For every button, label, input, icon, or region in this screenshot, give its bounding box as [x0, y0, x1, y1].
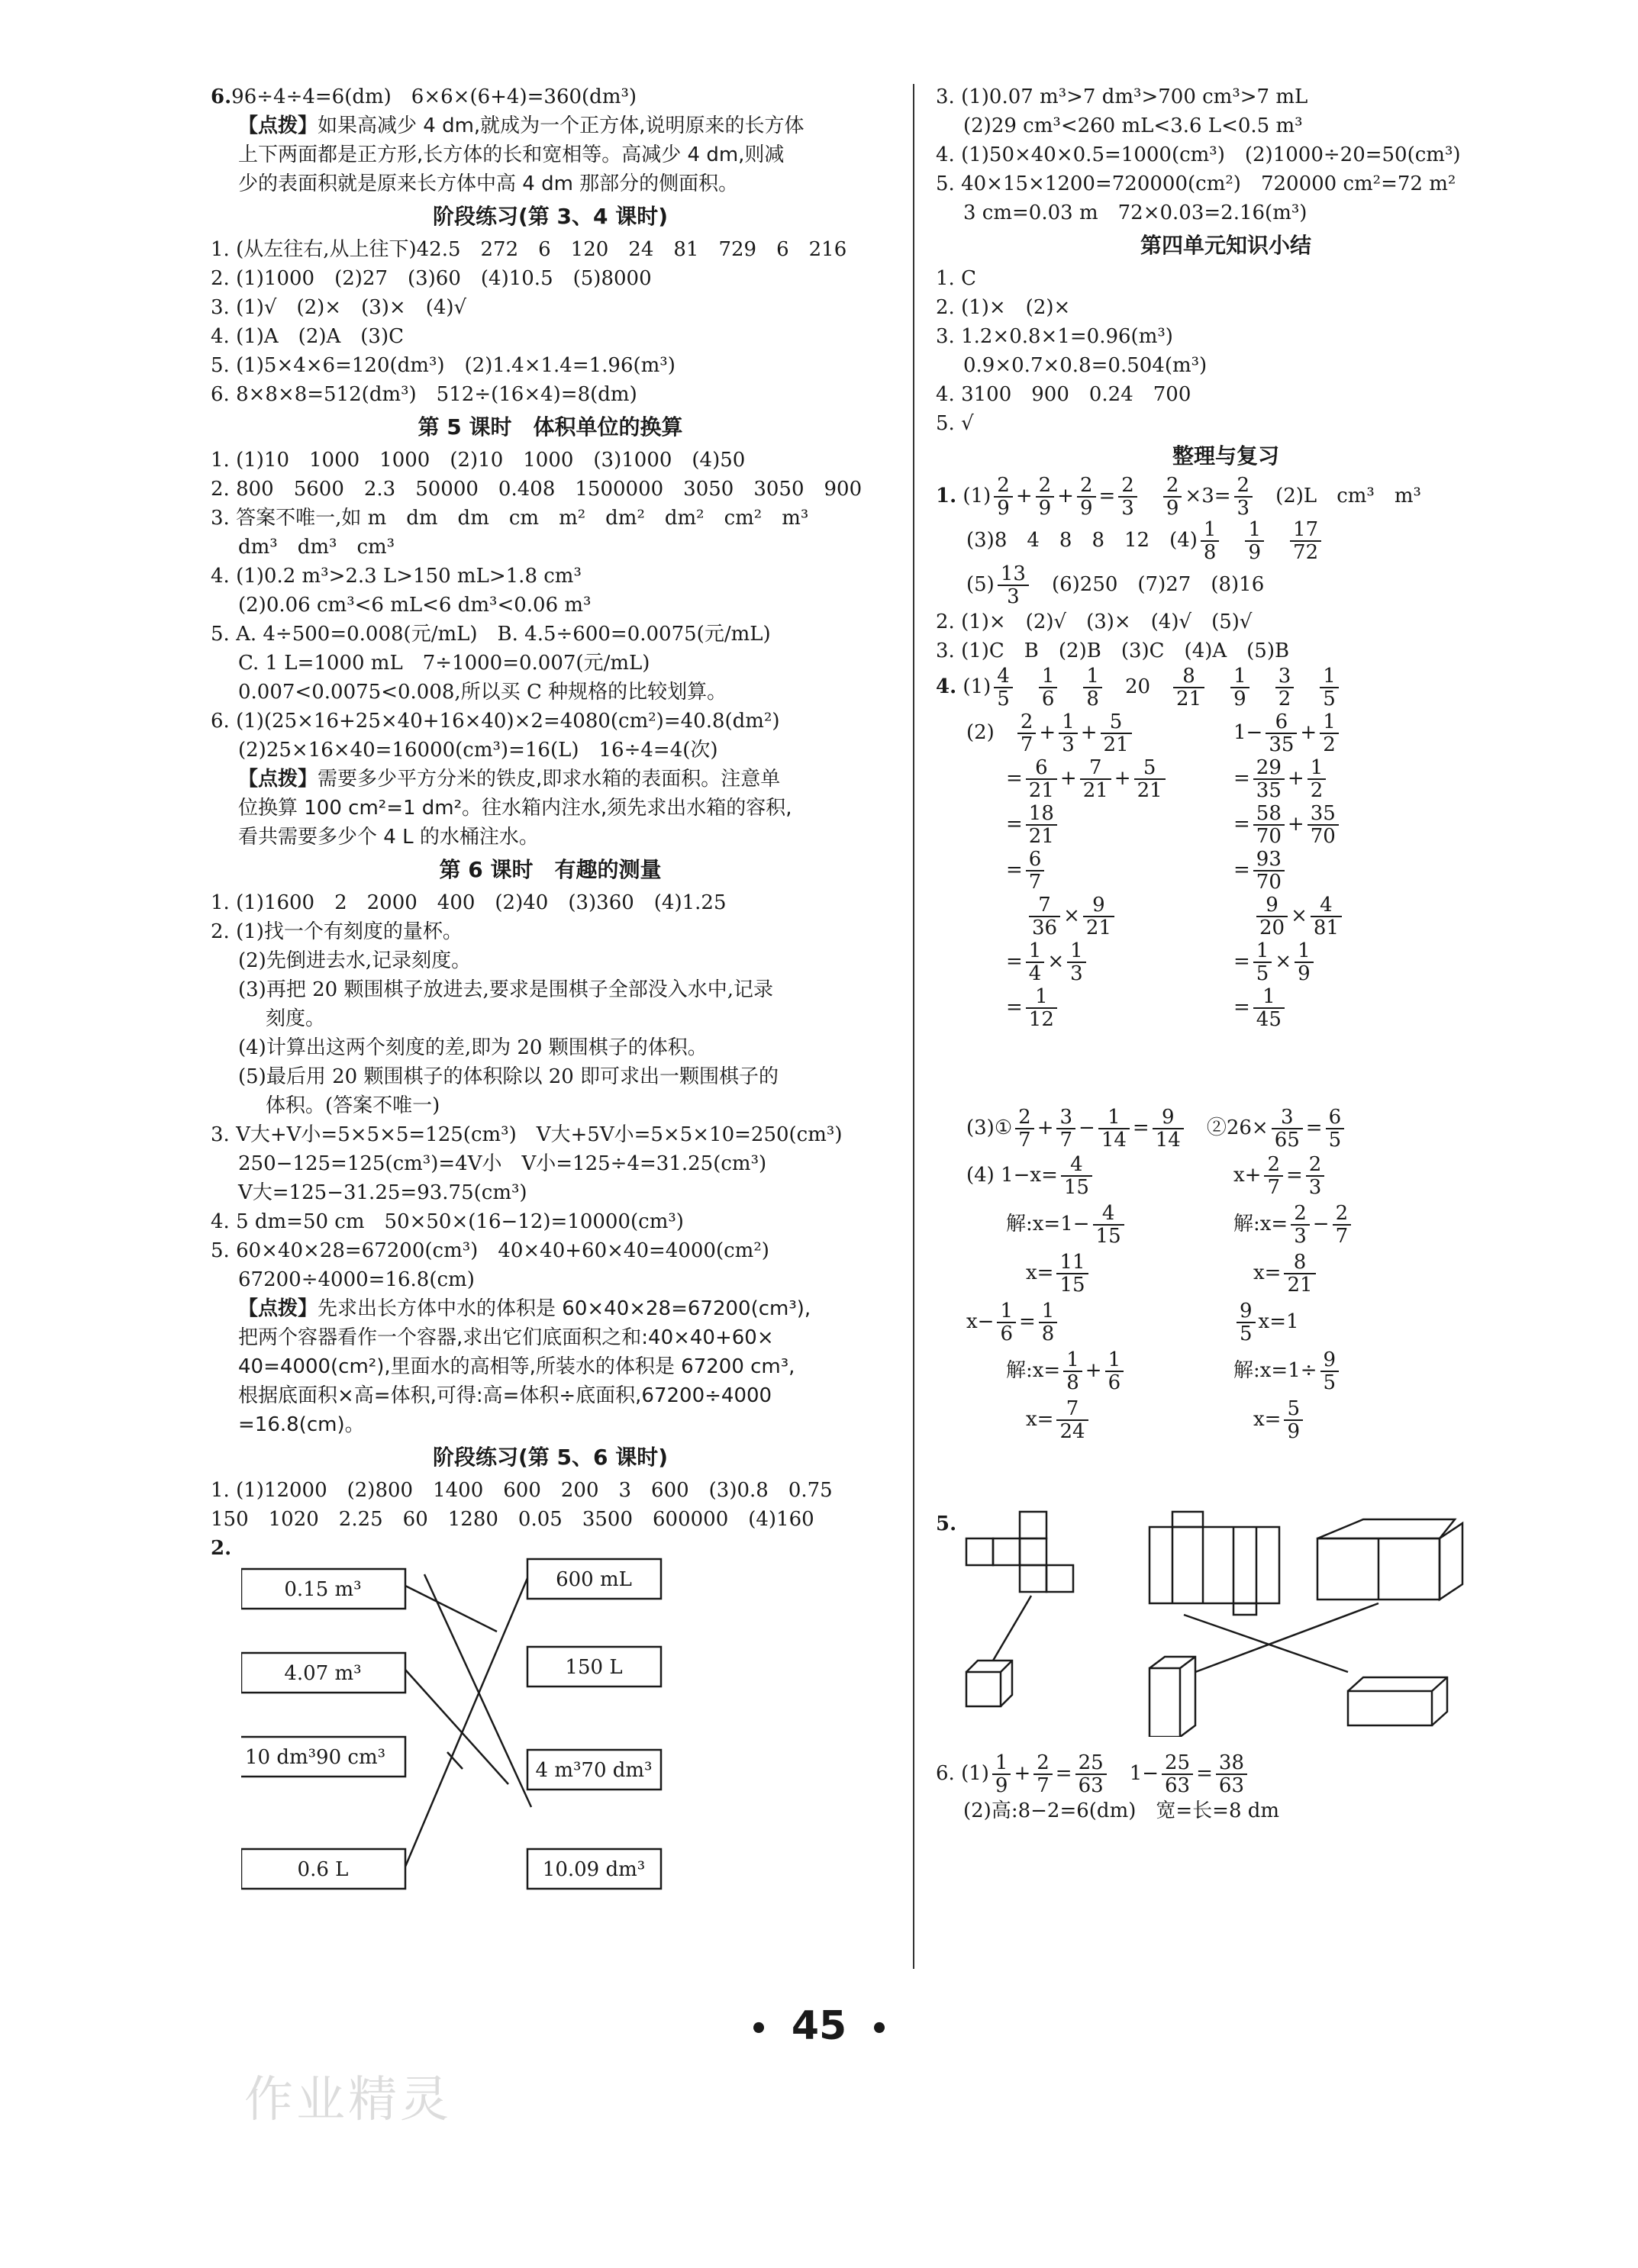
answer-line: 2. — [211, 1537, 232, 1560]
answer-line: (2)高:8−2=6(dm) 宽=长=8 dm — [963, 1799, 1280, 1822]
answer-line: 3 cm=0.03 m 72×0.03=2.16(m³) — [963, 201, 1307, 224]
answer-line: 2. (1)1000 (2)27 (3)60 (4)10.5 (5)8000 — [211, 267, 652, 290]
answer-line: 4. (1)50×40×0.5=1000(cm³) (2)1000÷20=50(cm³) — [936, 143, 1461, 166]
answer-line: 3. (1)0.07 m³>7 dm³>700 cm³>7 mL — [936, 85, 1308, 108]
answer-line: 67200÷4000=16.8(cm) — [238, 1268, 475, 1291]
section-title: 阶段练习(第 3、4 课时) — [432, 204, 669, 229]
answer-line: 6. 8×8×8=512(dm³) 512÷(16×4)=8(dm) — [211, 383, 637, 406]
answer-line: (2)29 cm³<260 mL<3.6 L<0.5 m³ — [963, 114, 1303, 137]
answer-line: 2. 800 5600 2.3 50000 0.408 1500000 3050 3050 900 — [211, 478, 863, 501]
match-line — [993, 1596, 1031, 1661]
tip-line: =16.8(cm)。 — [238, 1413, 365, 1436]
math-column: (2) $\frac{2}{7}$ + $\frac{1}{3}$ + $\frac{5}{21}$ = $\frac{6}{21}$ + $\frac{7}{21}$ + $\frac{5}{21}$ = $\frac{18}{21}$ = $\frac{6}{7}$ $\frac{7}{36}$ × $\frac{9}{21}$ = $\frac{1}{4}$ × $\frac{1}{3}$ = $\frac{1}{12}$ — [936, 710, 1169, 1030]
box-label: 4 m³70 dm³ — [535, 1759, 653, 1782]
math-column: x+ $\frac{2}{7}$ = $\frac{2}{3}$ 解:x= $\frac{2}{3}$ − $\frac{2}{7}$ x= $\frac{8}{21}$ $\frac{9}{5}$ x=1 解:x=1÷ $\frac{9}{5}$ x= $\frac{5}{9}$ — [1233, 1151, 1354, 1444]
answer-line: 150 1020 2.25 60 1280 0.05 3500 600000 (4)160 — [211, 1508, 814, 1531]
match-line — [405, 1578, 527, 1867]
answer-line: 4. 5 dm=50 cm 50×50×(16−12)=10000(cm³) — [211, 1210, 684, 1233]
tip-line: 【点拨】如果高减少 4 dm,就成为一个正方体,说明原来的长方体 — [238, 114, 804, 137]
math-line: (5) $\frac{13}{3}$ (6)250 (7)27 (8)16 — [966, 562, 1265, 608]
answer-line: 5. (1)5×4×6=120(dm³) (2)1.4×1.4=1.96(m³) — [211, 354, 676, 377]
match-line — [1195, 1603, 1378, 1672]
box-label: 0.15 m³ — [284, 1578, 362, 1601]
answer-line: 4. 3100 900 0.24 700 — [936, 383, 1191, 406]
answer-line: 4. (1)A (2)A (3)C — [211, 325, 405, 348]
box-label: 4.07 m³ — [284, 1662, 362, 1685]
answer-line: 1. (从左往右,从上往下)42.5 272 6 120 24 81 729 6 216 — [211, 238, 847, 261]
cuboid-solid — [1348, 1677, 1447, 1725]
matching-diagram — [241, 1555, 699, 1937]
answer-line: (2)0.06 cm³<6 mL<6 dm³<0.06 m³ — [238, 594, 592, 617]
section-title: 阶段练习(第 5、6 课时) — [432, 1445, 669, 1470]
answer-line: 1. (1)12000 (2)800 1400 600 200 3 600 (3)0.8 0.75 — [211, 1479, 833, 1502]
box-label: 10.09 dm³ — [542, 1858, 646, 1881]
answer-line: (4)计算出这两个刻度的差,即为 20 颗围棋子的体积。 — [238, 1036, 708, 1059]
answer-line: 2. (1)找一个有刻度的量杯。 — [211, 920, 463, 943]
answer-line: 体积。(答案不唯一) — [266, 1094, 440, 1117]
tip-line: 看共需要多少个 4 L 的水桶注水。 — [238, 826, 539, 849]
section-title: 第 6 课时 有趣的测量 — [439, 857, 662, 882]
answer-line: 5. 60×40×28=67200(cm³) 40×40+60×40=4000(cm²) — [211, 1239, 769, 1262]
answer-line: 2. (1)× (2)× — [936, 296, 1071, 319]
answer-line: 刻度。 — [266, 1007, 326, 1030]
tip-line: 位换算 100 cm²=1 dm²。往水箱内注水,须先求出水箱的容积, — [238, 797, 792, 820]
answer-line: (5)最后用 20 颗围棋子的体积除以 20 即可求出一颗围棋子的 — [238, 1065, 779, 1088]
answer-line: (2)先倒进去水,记录刻度。 — [238, 949, 472, 972]
math-line: 4. (1) $\frac{4}{5}$ $\frac{1}{6}$ $\frac{1}{8}$ 20 $\frac{8}{21}$ $\frac{1}{9}$ $\frac{3}{2}$ $\frac{1}{5}$ — [936, 665, 1516, 710]
tip-line: 少的表面积就是原来长方体中高 4 dm 那部分的侧面积。 — [238, 172, 739, 195]
answer-line: 6.96÷4÷4=6(dm) 6×6×(6+4)=360(dm³) — [211, 85, 637, 108]
answer-line: C. 1 L=1000 mL 7÷1000=0.007(元/mL) — [238, 652, 650, 675]
answer-line: 0.9×0.7×0.8=0.504(m³) — [963, 354, 1208, 377]
box-net-3 — [1317, 1519, 1462, 1600]
answer-line: (2)25×16×40=16000(cm³)=16(L) 16÷4=4(次) — [238, 739, 718, 762]
answer-line: 5. 40×15×1200=720000(cm²) 720000 cm²=72 m² — [936, 172, 1456, 195]
answer-line: 1. (1)10 1000 1000 (2)10 1000 (3)1000 (4)50 — [211, 449, 746, 472]
column-divider — [913, 84, 914, 1969]
match-line — [405, 1586, 497, 1632]
net-matching-diagram — [936, 1508, 1501, 1737]
section-title: 第 5 课时 体积单位的换算 — [418, 414, 683, 440]
box-label: 150 L — [565, 1656, 623, 1679]
box-label: 10 dm³90 cm³ — [244, 1746, 386, 1769]
answer-line: 250−125=125(cm³)=4V小 V小=125÷4=31.25(cm³) — [238, 1152, 767, 1175]
right-column — [936, 82, 1516, 1825]
tip-line: 【点拨】需要多少平方分米的铁皮,即求水箱的表面积。注意单 — [238, 768, 781, 791]
answer-line: 3. (1)C B (2)B (3)C (4)A (5)B — [936, 639, 1290, 662]
section-title: 第四单元知识小结 — [1140, 233, 1311, 258]
math-line: (3)① $\frac{2}{7}$ + $\frac{3}{7}$ − $\frac{1}{14}$ = $\frac{9}{14}$ ②26× $\frac{3}{65}$ = $\frac{6}{5}$ — [936, 1107, 1516, 1151]
answer-line: (3)再把 20 颗围棋子放进去,要求是围棋子全部没入水中,记录 — [238, 978, 773, 1001]
page-number: • 45 • — [749, 2003, 889, 2049]
answer-line: 3. 答案不唯一,如 m dm dm cm m² dm² dm² cm² m³ — [211, 507, 809, 530]
section-title: 整理与复习 — [1172, 443, 1279, 469]
box-net-2 — [1150, 1512, 1279, 1615]
math-column: (4) 1−x= $\frac{4}{15}$ 解:x=1− $\frac{4}{15}$ x= $\frac{11}{15}$ x− $\frac{1}{6}$ = $\frac{1}{8}$ 解:x= $\frac{1}{8}$ + $\frac{1}{6}$ x= $\frac{7}{24}$ — [936, 1151, 1127, 1444]
answer-line: V大=125−31.25=93.75(cm³) — [238, 1181, 527, 1204]
calc-block — [936, 710, 1516, 1107]
answer-line: 1. (1)1600 2 2000 400 (2)40 (3)360 (4)1.25 — [211, 891, 727, 914]
cube-solid — [966, 1661, 1012, 1706]
answer-line: dm³ dm³ cm³ — [238, 536, 395, 559]
answer-line: 2. (1)× (2)√ (3)× (4)√ (5)√ — [936, 610, 1253, 633]
answer-line: 3. 1.2×0.8×1=0.96(m³) — [936, 325, 1173, 348]
match-line — [405, 1670, 508, 1784]
tip-line: 【点拨】先求出长方体中水的体积是 60×40×28=67200(cm³), — [238, 1297, 811, 1320]
tip-line: 根据底面积×高=体积,可得:高=体积÷底面积,67200÷4000 — [238, 1384, 772, 1407]
cube-net-1 — [966, 1512, 1073, 1592]
math-column: 1− $\frac{6}{35}$ + $\frac{1}{2}$ = $\frac{29}{35}$ + $\frac{1}{2}$ = $\frac{58}{70}$ + $\frac{35}{70}$ = $\frac{93}{70}$ $\frac{9}{20}$ × $\frac{4}{81}$ = $\frac{1}{5}$ × $\frac{1}{9}$ = $\frac{1}{45}$ — [1233, 710, 1345, 1030]
tip-line: 把两个容器看作一个容器,求出它们底面积之和:40×40+60× — [238, 1326, 774, 1349]
box-label: 600 mL — [556, 1568, 632, 1591]
answer-line: 3. (1)√ (2)× (3)× (4)√ — [211, 296, 467, 319]
equation-block — [936, 1151, 1516, 1502]
left-column — [211, 82, 890, 1937]
answer-line: 1. C — [936, 267, 976, 290]
math-line: 1. (1) $\frac{2}{9}$ + $\frac{2}{9}$ + $\frac{2}{9}$ = $\frac{2}{3}$ $\frac{2}{9}$ ×3= $\frac{2}{3}$ (2)L cm³ m³ — [936, 474, 1421, 520]
tip-line: 40=4000(cm²),里面水的高相等,所装水的体积是 67200 cm³, — [238, 1355, 795, 1378]
math-line: (3)8 4 8 8 12 (4) $\frac{1}{8}$ $\frac{1}{9}$ $\frac{17}{72}$ — [936, 519, 1516, 563]
prism-solid — [1150, 1657, 1195, 1737]
answer-line: 5. — [936, 1513, 957, 1535]
box-label: 0.6 L — [297, 1858, 349, 1881]
watermark: 作业精灵 — [244, 2072, 452, 2128]
math-line: 6. (1) $\frac{1}{9}$ + $\frac{2}{7}$ = $\frac{25}{63}$ 1− $\frac{25}{63}$ = $\frac{38}{63}$ — [936, 1752, 1516, 1796]
answer-line: 0.007<0.0075<0.008,所以买 C 种规格的比较划算。 — [238, 681, 727, 704]
tip-line: 上下两面都是正方形,长方体的长和宽相等。高减少 4 dm,则减 — [238, 143, 785, 166]
answer-line: 3. V大+V小=5×5×5=125(cm³) V大+5V小=5×5×10=250(cm³) — [211, 1123, 843, 1146]
answer-line: 6. (1)(25×16+25×40+16×40)×2=4080(cm²)=40.8(dm²) — [211, 710, 780, 733]
answer-line: 4. (1)0.2 m³>2.3 L>150 mL>1.8 cm³ — [211, 565, 582, 588]
answer-line: 5. √ — [936, 412, 974, 435]
answer-line: 5. A. 4÷500=0.008(元/mL) B. 4.5÷600=0.0075(元/mL) — [211, 623, 771, 646]
